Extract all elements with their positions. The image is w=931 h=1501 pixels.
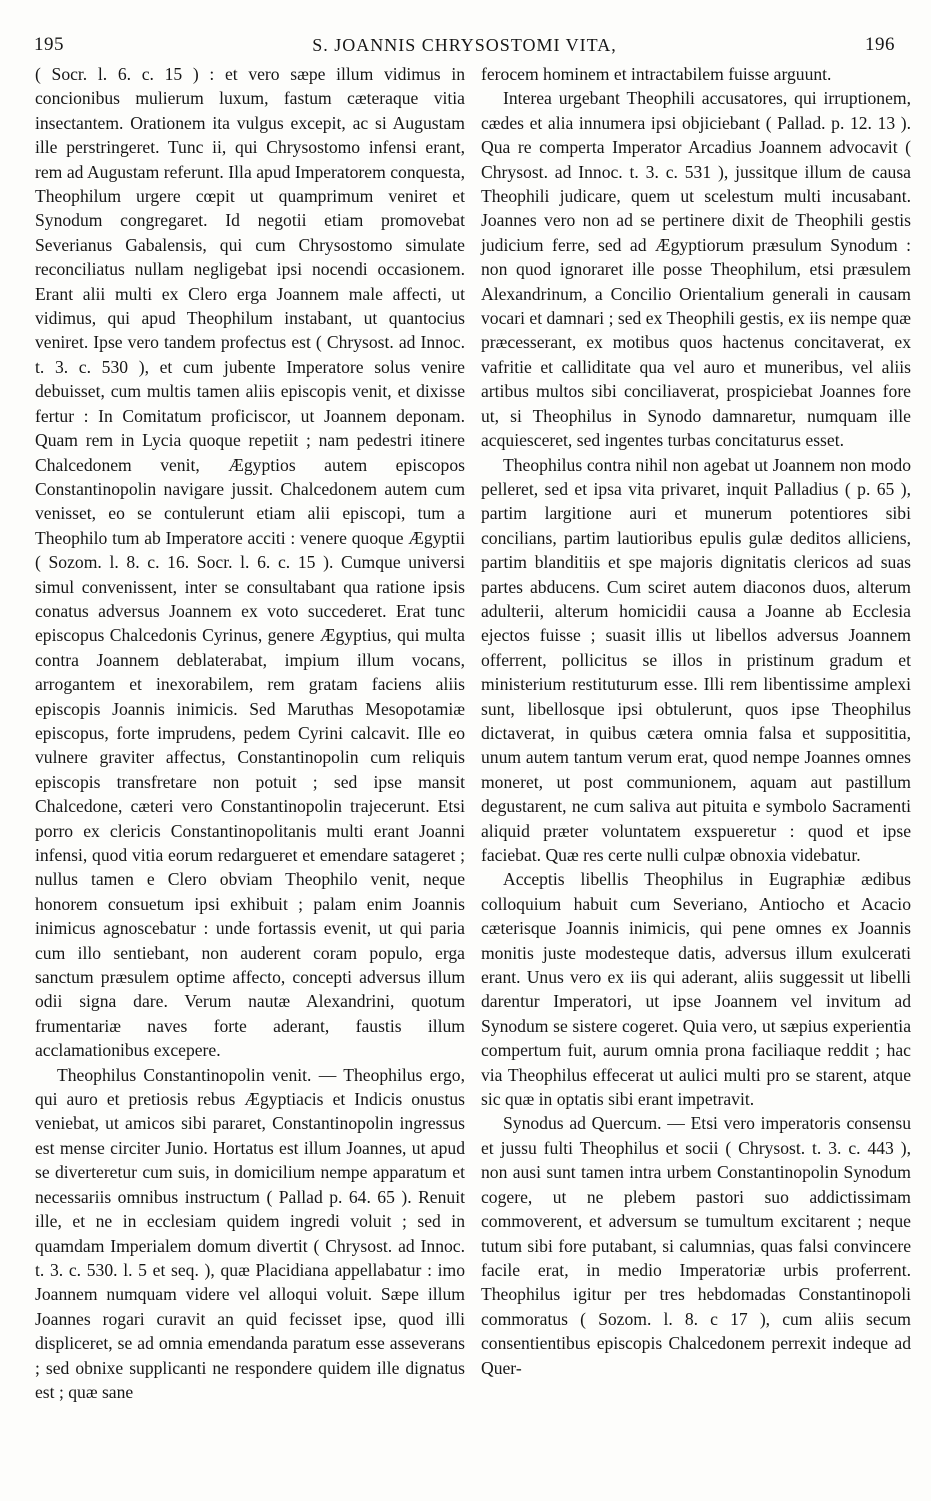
- left-column: [35, 62, 465, 1404]
- left-paragraph-2: Theophilus Constantinopolin venit. — Theophilus ergo, qui auro et pretiosis rebus Ægyptiacis et Indicis onustus veniebat, ut amicos sibi pararet, Constantinopolin ingressus est mense circiter Junio. Hortatus est illum Joannes, ut apud se diverteretur cum suis, in domicilium nempe apparatum et necessariis omnibus instructum ( Pallad p. 64. 65 ). Renuit ille, et ne in ecclesiam quidem ingredi voluit ; sed in quamdam Imperialem domum divertit ( Chrysost. ad Innoc. t. 3. c. 530. l. 5 et seq. ), quæ Placidiana appellabatur : imo Joannem numquam videre vel alloqui voluit. Sæpe illum Joannes rogari curavit an quid fecisset ipse, quod illi displiceret, se ad omnia emendanda paratum esse asseverans ; sed obnixe supplicanti ne respondere quidem ille dignatus est ; quæ sane: [35, 1064, 465, 1402]
- right-paragraph-1: ferocem hominem et intractabilem fuisse arguunt.: [481, 64, 832, 84]
- right-column: [481, 62, 911, 1380]
- right-paragraph-2: Interea urgebant Theophili accusatores, qui irruptionem, cædes et alia innumera ipsi objiciebant ( Pallad. p. 12. 13 ). Qua re comperta Imperator Arcadius Joannem advocavit ( Chrysost. ad Innoc. t. 3. c. 531 ), jussitque illum de causa Theophili judicare, quem ut scelestum multi incusabant. Joannes vero non ad se pertinere dixit de Theophili gestis judicium ferre, sed ad Ægyptiorum præsulum Synodum : non quod ignoraret ille posse Theophilum, etsi præsulem Alexandrinum, a Concilio Orientalium generali in causam vocari et damnari ; sed ex Theophili gestis, ex iis nempe quæ præcesserant, ex motibus quos hactenus concitaverat, ex vafritie et calliditate qua vel auro et muneribus, vel aliis artibus multos sibi conciliaverat, prospiciebat Joannes fore ut, si Theophilus in Synodo damnaretur, numquam ille acquiesceret, sed ingentes turbas concitaturus esset.: [481, 88, 911, 451]
- right-paragraph-3: Theophilus contra nihil non agebat ut Joannem non modo pelleret, sed et ipsa vita privaret, inquit Palladius ( p. 65 ), partim largitione auri et munerum potentiores sibi concilians, partim lautioribus epulis gulæ deditos alliciens, partim blanditiis et spe majoris dignitatis clericos ad suas partes abducens. Cum sciret autem diaconos duos, alterum adulterii, alterum homicidii causa a Joanne ab Ecclesia ejectos fuisse ; suasit illis ut libellos adversus Joannem offerrent, pollicitus se illos in pristinum gradum et ministerium restituturum esse. Illi rem libentissime amplexi sunt, libellosque ipsi obtulerunt, quos ipse Theophilus dictaverat, in quibus cætera omnia falsa et supposititia, unum autem tantum verum erat, quod nempe Joannes omnes moneret, ut post communionem, aquam aut pastillum degustarent, ne cum saliva aut pituita e symbolo Sacramenti aliquid præter voluntatem exspueretur : quod et ipse faciebat. Quæ res certe nulli culpæ obnoxia videbatur.: [481, 454, 911, 865]
- running-header: [34, 30, 895, 60]
- page-number-left: 195: [34, 34, 64, 55]
- running-title: S. JOANNIS CHRYSOSTOMI VITA,: [312, 34, 617, 55]
- page-number-right: 196: [864, 34, 895, 55]
- left-paragraph-1: ( Socr. l. 6. c. 15 ) : et vero sæpe illum vidimus in concionibus mulierum luxum, fastum cæteraque vitia insectantem. Orationem ita vulgus excepit, ac si Augustam ille perstringeret. Tunc ii, qui Chrysostomo infensi erant, rem ad Augustam referunt. Illa apud Imperatorem conquesta, Theophilum urgere cœpit ut quamprimum veniret et Synodum congregaret. Id negotii etiam promovebat Severianus Gabalensis, qui cum Chrysostomo simulate reconciliatus nullam negligebat ipsi nocendi occasionem. Erant alii multi ex Clero erga Joannem male affecti, ut vidimus, qui apud Theophilum instabant, ut quantocius veniret. Ipse vero tandem profectus est ( Chrysost. ad Innoc. t. 3. c. 530 ), et cum jubente Imperatore solus venire debuisset, cum multis tamen aliis episcopis venit, et dixisse fertur : In Comitatum proficiscor, ut Joannem deponam. Quam rem in Lycia quoque repetiit ; nam pedestri itinere Chalcedonem venit, Ægyptios autem episcopos Constantinopolin navigare jussit. Chalcedonem autem cum venisset, eo se contulerunt etiam alii episcopi, tum a Theophilo tum ab Imperatore acciti : venere quoque Ægyptii ( Sozom. l. 8. c. 16. Socr. l. 6. c. 15 ). Cumque universi simul convenissent, inter se consultabant qua ratione ipsis conatus adversus Joannem ex voto succederet. Erat tunc episcopus Chalcedonis Cyrinus, genere Ægyptius, qui multa contra Joannem deblaterabat, impium illum vocans, arrogantem et inexorabilem, rem gratam faciens aliis episcopis Joannis inimicis. Sed Maruthas Mesopotamiæ episcopus, forte imprudens, pedem Cyrini calcavit. Ille eo vulnere graviter affectus, Constantinopolin cum reliquis episcopis transfretare non potuit ; sed ipse mansit Chalcedone, cæteri vero Constantinopolin trajecerunt. Etsi porro ex clericis Constantinopolitanis multi erant Joanni infensi, quod vitia eorum redargueret et emendare satageret ; nullus tamen e Clero obviam Theophilo venit, neque honorem consuetum ipsi exhibuit ; palam enim Joannis inimicus agnoscebatur : unde fortassis evenit, ut qui paria cum illo sentiebant, non auderent coram populo, erga sanctum præsulem optime affecto, concepti adversus illum odii signa dare. Verum nautæ Alexandrini, quotum frumentariæ naves forte aderant, faustis illum acclamationibus excepere.: [35, 64, 465, 1061]
- right-paragraph-4: Acceptis libellis Theophilus in Eugraphiæ ædibus colloquium habuit cum Severiano, Antiocho et Acacio cæterisque Joannis inimicis, qui pene omnes ex Joannis monitis juste modesteque datis, adversus illum exulcerati erant. Unus vero ex iis qui aderant, aliis suggessit ut libelli darentur Imperatori, ut ipse Joannem vel invitum ad Synodum se sistere cogeret. Quia vero, ut sæpius experientia compertum fuit, aurum omnia prona faciliaque reddit ; hac via Theophilus effecerat ut aulici multi pro se starent, atque sic quæ in optatis sibi erant impetravit.: [481, 869, 911, 1110]
- right-paragraph-5: Synodus ad Quercum. — Etsi vero imperatoris consensu et jussu fulti Theophilus et socii ( Chrysost. t. 3. c. 443 ), non ausi sunt tamen intra urbem Constantinopolin Synodum cogere, ut ne plebem pastori suo addictissimam commoverent, et adversum se tumultum excitarent ; neque tutum sibi fore putabant, si calumnias, quas falsi convincere facile erat, in medio Imperatoriæ urbis proferrent. Theophilus igitur per tres hebdomadas Constantinopoli commoratus ( Sozom. l. 8. c 17 ), cum aliis secum consentientibus episcopis Chalcedonem perrexit indeque ad Quer-: [481, 1113, 911, 1378]
